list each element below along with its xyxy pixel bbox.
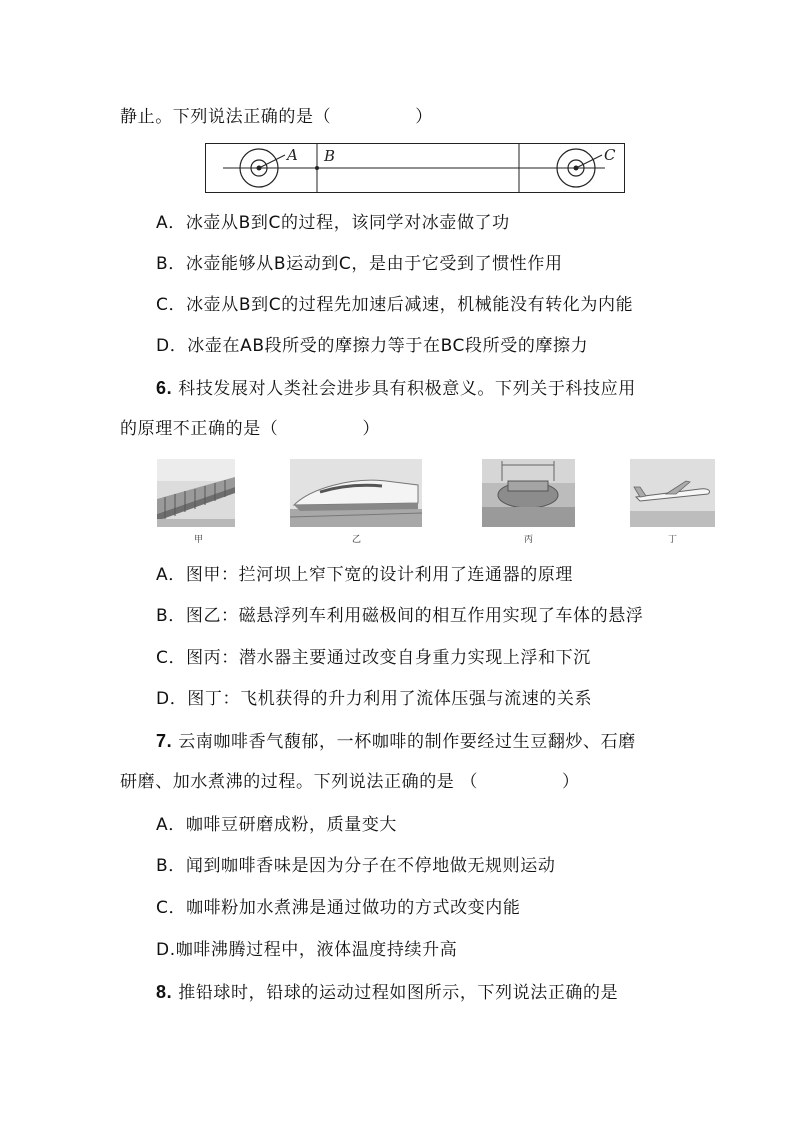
label-b: B [324,147,336,165]
answer-paren-close: ） [362,419,380,439]
photo-caption-bing: 丙 [524,535,534,545]
photo-dam [157,459,235,527]
photo-airplane [630,459,715,527]
label-a: A [287,146,298,164]
q5-option-d: D．冰壶在AB段所受的摩擦力等于在BC段所受的摩擦力 [156,336,589,356]
q7-stem-text-2: 研磨、加水煮沸的过程。下列说法正确的是 （ [120,772,479,792]
q6-option-d: D．图丁：飞机获得的升力利用了流体压强与流速的关系 [156,689,593,709]
q6-stem-line2 [120,417,379,441]
label-c: C [604,146,616,164]
photo-submersible [482,459,575,527]
q8-number: 8. [156,982,173,1002]
q7-option-d: D.咖啡沸腾过程中，液体温度持续升高 [156,940,458,960]
photo-caption-ding: 丁 [668,535,678,545]
q7-number: 7. [156,731,173,751]
q6-stem-text: 科技发展对人类社会进步具有积极意义。下列关于科技应用 [178,379,636,399]
q5-option-a: A．冰壶从B到C的过程，该同学对冰壶做了功 [156,213,510,233]
photo-caption-yi: 乙 [352,535,362,545]
q7-option-a: A．咖啡豆研磨成粉，质量变大 [156,815,398,835]
q8-stem-line1 [156,980,618,1005]
q6-number: 6. [156,378,173,398]
q7-stem-line2 [120,770,579,794]
question-5-stem-tail [120,105,432,129]
q7-stem-line1 [156,729,636,754]
q6-stem-text-2: 的原理不正确的是（ [120,419,279,439]
photo-maglev-train [290,459,422,527]
answer-paren-close: ） [415,107,433,127]
q6-option-c: C．图丙：潜水器主要通过改变自身重力实现上浮和下沉 [156,648,591,668]
curling-track-diagram [205,143,625,193]
answer-paren-close: ） [562,772,580,792]
question-5-stem-text: 静止。下列说法正确的是（ [120,107,332,127]
point-b-dot [315,166,319,170]
q5-option-b: B．冰壶能够从B运动到C，是由于它受到了惯性作用 [156,254,563,274]
q6-option-b: B．图乙：磁悬浮列车利用磁极间的相互作用实现了车体的悬浮 [156,606,644,626]
q7-option-b: B．闻到咖啡香味是因为分子在不停地做无规则运动 [156,856,556,876]
q7-option-c: C．咖啡粉加水煮沸是通过做功的方式改变内能 [156,898,521,918]
q7-stem-text: 云南咖啡香气馥郁，一杯咖啡的制作要经过生豆翻炒、石磨 [178,732,636,752]
q6-stem-line1 [156,376,636,401]
photo-caption-jia: 甲 [194,535,204,545]
q5-option-c: C．冰壶从B到C的过程先加速后减速，机械能没有转化为内能 [156,295,634,315]
q8-stem-text: 推铅球时，铅球的运动过程如图所示，下列说法正确的是 [178,983,619,1003]
q6-option-a: A．图甲：拦河坝上窄下宽的设计利用了连通器的原理 [156,565,574,585]
